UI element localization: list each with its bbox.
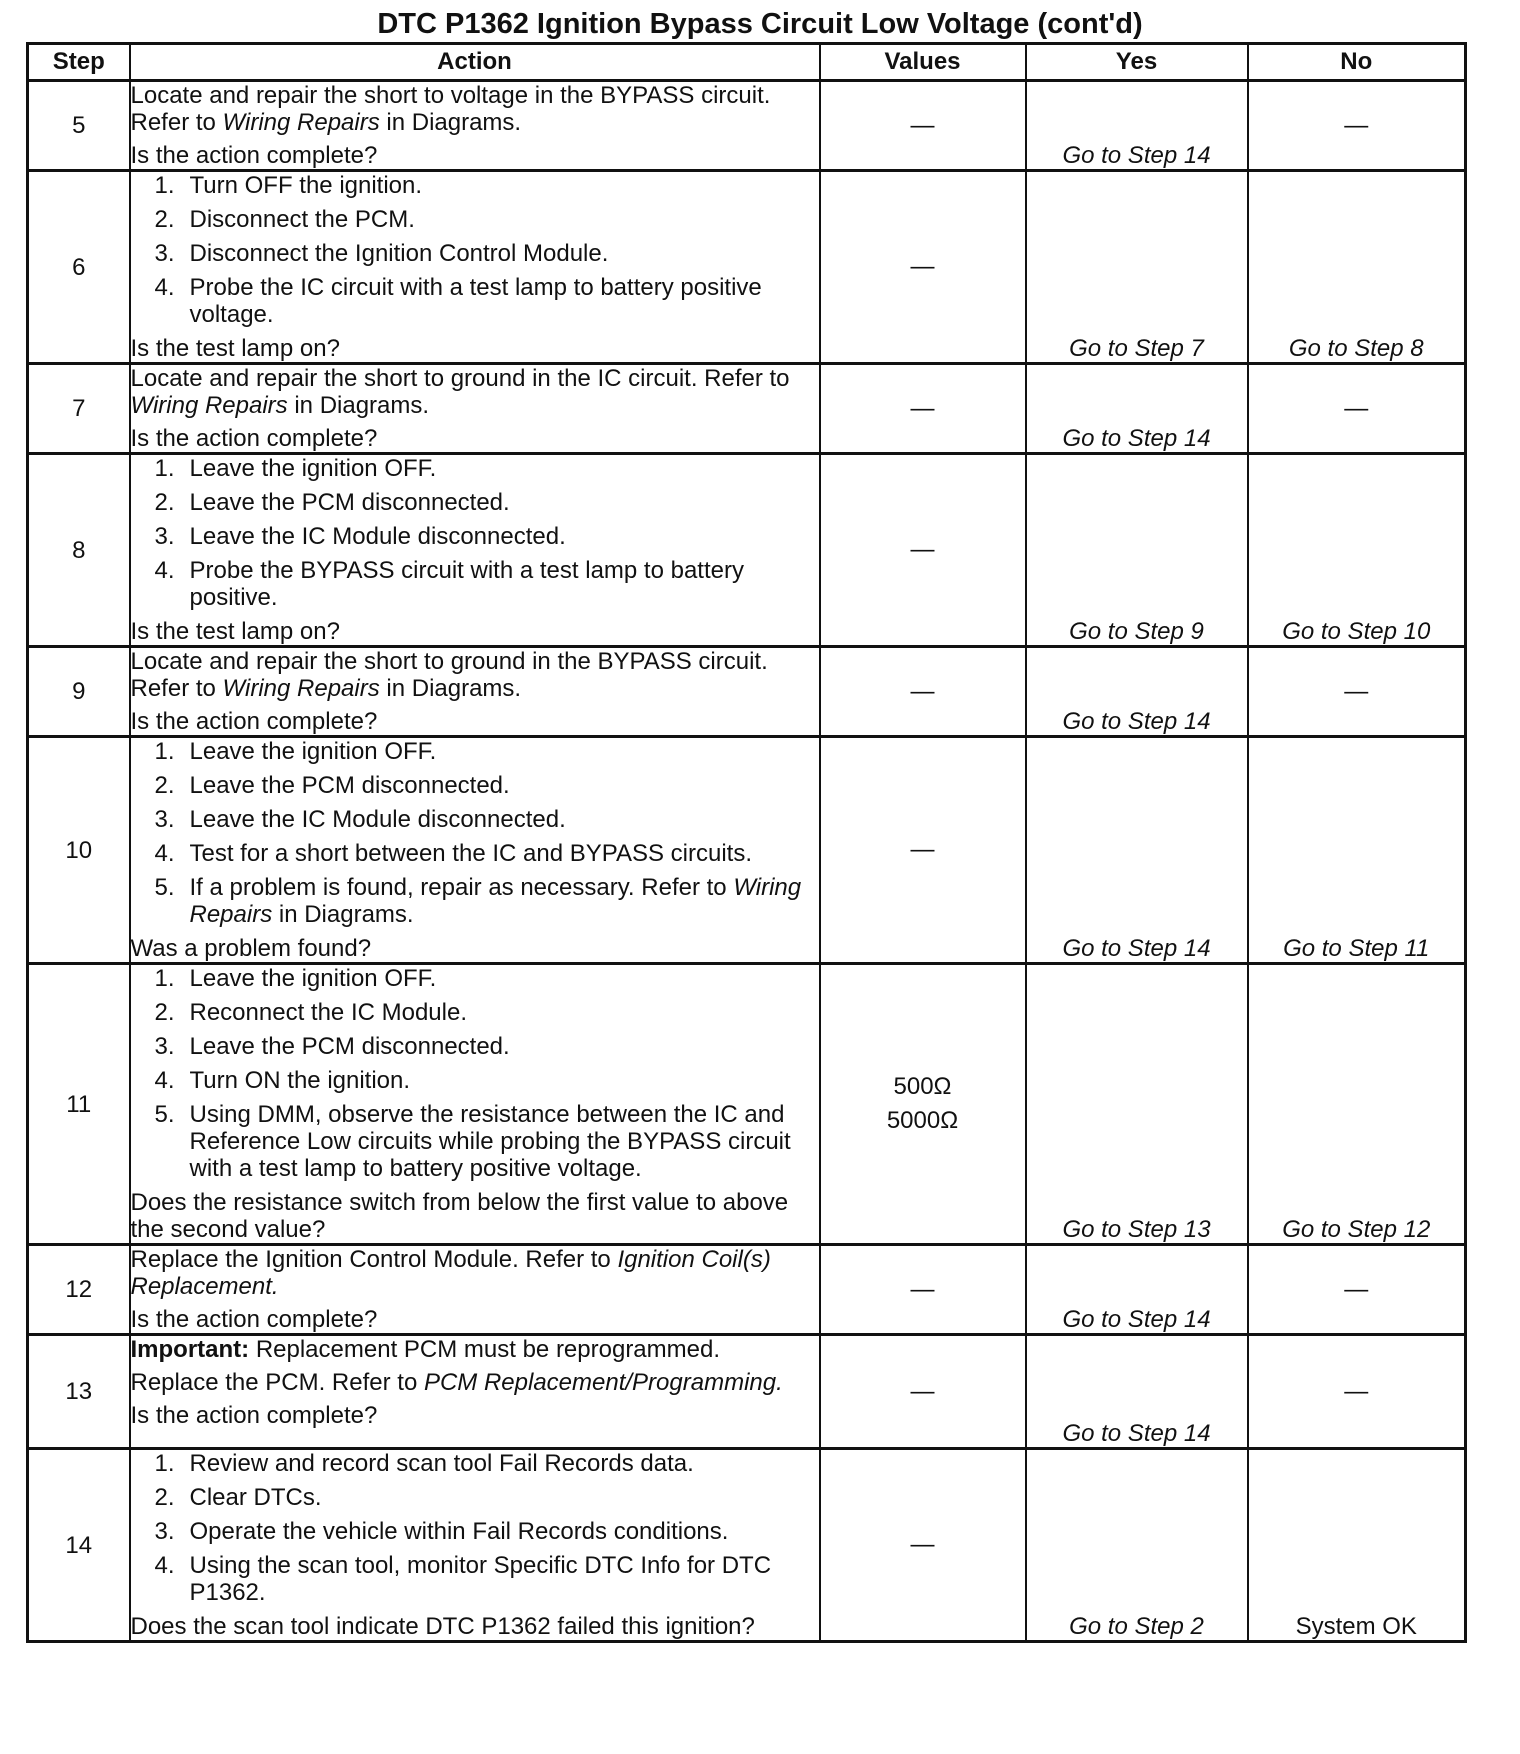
values-cell bbox=[820, 647, 1026, 737]
no-cell: — bbox=[1248, 364, 1466, 454]
no-cell: — bbox=[1248, 1335, 1466, 1449]
action-steps-list bbox=[131, 172, 819, 328]
text-segment: Locate and repair the short to voltage in the BYPASS circuit. Refer to bbox=[130, 82, 771, 136]
yes-cell: Go to Step 14 bbox=[1026, 647, 1248, 737]
no-cell: — bbox=[1248, 647, 1466, 737]
resistance-value: 5000Ω bbox=[886, 1107, 959, 1134]
yes-cell: Go to Step 14 bbox=[1026, 364, 1248, 454]
values-cell bbox=[820, 964, 1026, 1245]
step-number: 13 bbox=[28, 1335, 130, 1449]
action-step-number: 5. bbox=[154, 874, 175, 901]
yes-cell: Go to Step 14 bbox=[1026, 81, 1248, 171]
table-row bbox=[28, 364, 1466, 454]
action-step-number: 2. bbox=[154, 772, 175, 799]
header-values: Values bbox=[820, 44, 1026, 81]
header-action: Action bbox=[130, 44, 820, 81]
action-step-item bbox=[131, 1450, 819, 1477]
dash-value: — bbox=[910, 1275, 935, 1303]
action-step-item bbox=[131, 274, 819, 328]
text-segment: Replacement PCM must be reprogrammed. bbox=[249, 1336, 721, 1363]
action-step-item bbox=[131, 1518, 819, 1545]
text-segment: Wiring Repairs bbox=[130, 392, 288, 419]
action-cell bbox=[130, 364, 820, 454]
action-cell bbox=[130, 1245, 820, 1335]
action-step-number: 2. bbox=[154, 999, 175, 1026]
step-number: 9 bbox=[28, 647, 130, 737]
action-step-number: 3. bbox=[154, 523, 175, 550]
text-segment: Ignition Coil(s) Replacement. bbox=[130, 1246, 771, 1300]
table-header-row bbox=[28, 44, 1466, 81]
action-step-number: 3. bbox=[154, 1518, 175, 1545]
table-row bbox=[28, 737, 1466, 964]
action-question: Does the resistance switch from below the first value to above the second value? bbox=[130, 1189, 789, 1243]
text-segment: Probe the IC circuit with a test lamp to battery positive voltage. bbox=[189, 274, 762, 328]
table-row bbox=[28, 1335, 1466, 1449]
action-step-item bbox=[131, 874, 819, 928]
text-segment: Disconnect the PCM. bbox=[189, 206, 415, 233]
text-segment: Leave the IC Module disconnected. bbox=[189, 806, 566, 833]
action-question: Was a problem found? bbox=[130, 935, 372, 962]
text-segment: Leave the IC Module disconnected. bbox=[189, 523, 566, 550]
text-segment: Turn ON the ignition. bbox=[189, 1067, 411, 1094]
yes-cell: Go to Step 14 bbox=[1026, 737, 1248, 964]
action-step-number: 4. bbox=[154, 1552, 175, 1579]
action-cell bbox=[130, 647, 820, 737]
action-question: Is the action complete? bbox=[130, 1306, 378, 1333]
action-cell bbox=[130, 964, 820, 1245]
action-steps-list bbox=[131, 1450, 819, 1606]
no-cell: Go to Step 8 bbox=[1248, 171, 1466, 364]
values-cell bbox=[820, 364, 1026, 454]
values-cell bbox=[820, 1245, 1026, 1335]
dash-value: — bbox=[910, 677, 935, 705]
action-step-number: 3. bbox=[154, 1033, 175, 1060]
yes-cell: Go to Step 2 bbox=[1026, 1449, 1248, 1642]
table-row bbox=[28, 647, 1466, 737]
action-question: Does the scan tool indicate DTC P1362 failed this ignition? bbox=[130, 1613, 755, 1640]
action-step-number: 1. bbox=[154, 172, 175, 199]
action-step-number: 4. bbox=[154, 274, 175, 301]
yes-cell: Go to Step 9 bbox=[1026, 454, 1248, 647]
action-step-item bbox=[131, 840, 819, 867]
text-segment: Locate and repair the short to ground in the BYPASS circuit. Refer to bbox=[130, 648, 768, 702]
resistance-value: 500Ω bbox=[893, 1073, 952, 1100]
action-step-item bbox=[131, 557, 819, 611]
action-question: Is the test lamp on? bbox=[130, 618, 340, 645]
text-segment: Probe the BYPASS circuit with a test lamp to battery positive. bbox=[189, 557, 744, 611]
action-step-item bbox=[131, 489, 819, 516]
text-segment: Wiring Repairs bbox=[222, 109, 380, 136]
dash-value: — bbox=[910, 1531, 935, 1558]
yes-cell: Go to Step 14 bbox=[1026, 1245, 1248, 1335]
page-title: DTC P1362 Ignition Bypass Circuit Low Voltage (cont'd) bbox=[377, 8, 1143, 40]
action-step-item bbox=[131, 999, 819, 1026]
header-yes: Yes bbox=[1026, 44, 1248, 81]
table-row bbox=[28, 964, 1466, 1245]
action-cell bbox=[130, 81, 820, 171]
action-cell bbox=[130, 1335, 820, 1449]
no-cell: System OK bbox=[1248, 1449, 1466, 1642]
action-paragraph bbox=[131, 1369, 819, 1396]
text-segment: Using the scan tool, monitor Specific DTC Info for DTC P1362. bbox=[189, 1552, 772, 1606]
action-paragraph bbox=[131, 365, 819, 419]
step-number: 14 bbox=[28, 1449, 130, 1642]
action-question: Is the action complete? bbox=[130, 1402, 378, 1429]
values-cell bbox=[820, 1335, 1026, 1449]
action-step-item bbox=[131, 965, 819, 992]
action-step-number: 2. bbox=[154, 206, 175, 233]
text-segment: Test for a short between the IC and BYPASS circuits. bbox=[189, 840, 752, 867]
dash-value: — bbox=[910, 253, 935, 280]
text-segment: Disconnect the Ignition Control Module. bbox=[189, 240, 609, 267]
action-question: Is the action complete? bbox=[130, 425, 378, 452]
action-step-item bbox=[131, 240, 819, 267]
text-segment: Review and record scan tool Fail Records data. bbox=[189, 1450, 694, 1477]
text-segment: in Diagrams. bbox=[379, 675, 522, 702]
table-row bbox=[28, 1245, 1466, 1335]
action-step-item bbox=[131, 206, 819, 233]
action-step-item bbox=[131, 1552, 819, 1606]
text-segment: Leave the ignition OFF. bbox=[189, 738, 437, 765]
text-segment: Reconnect the IC Module. bbox=[189, 999, 467, 1026]
action-step-number: 1. bbox=[154, 1450, 175, 1477]
values-cell bbox=[820, 454, 1026, 647]
text-segment: Using DMM, observe the resistance between the IC and Reference Low circuits while probing the BYPASS circuit with a test lamp to battery positive voltage. bbox=[189, 1101, 791, 1182]
dash-value: — bbox=[910, 836, 935, 863]
step-number: 6 bbox=[28, 171, 130, 364]
text-segment: PCM Replacement/Programming. bbox=[423, 1369, 783, 1396]
text-segment: Leave the PCM disconnected. bbox=[189, 772, 510, 799]
action-step-item bbox=[131, 738, 819, 765]
no-cell: Go to Step 10 bbox=[1248, 454, 1466, 647]
table-row bbox=[28, 1449, 1466, 1642]
action-question: Is the action complete? bbox=[130, 708, 378, 735]
action-cell bbox=[130, 171, 820, 364]
action-question: Is the action complete? bbox=[130, 142, 378, 169]
step-number: 7 bbox=[28, 364, 130, 454]
text-segment: in Diagrams. bbox=[287, 392, 430, 419]
text-segment: in Diagrams. bbox=[272, 901, 414, 928]
action-step-number: 5. bbox=[154, 1101, 175, 1128]
action-step-number: 3. bbox=[154, 806, 175, 833]
table-body bbox=[28, 81, 1466, 1642]
action-question: Is the test lamp on? bbox=[130, 335, 340, 362]
step-number: 5 bbox=[28, 81, 130, 171]
action-step-number: 2. bbox=[154, 489, 175, 516]
action-paragraph bbox=[131, 82, 819, 136]
text-segment: Wiring Repairs bbox=[189, 874, 802, 928]
values-cell bbox=[820, 81, 1026, 171]
no-cell: Go to Step 11 bbox=[1248, 737, 1466, 964]
step-number: 8 bbox=[28, 454, 130, 647]
action-step-number: 4. bbox=[154, 840, 175, 867]
action-steps-list bbox=[131, 965, 819, 1182]
no-cell: Go to Step 12 bbox=[1248, 964, 1466, 1245]
text-segment: Operate the vehicle within Fail Records conditions. bbox=[189, 1518, 729, 1545]
text-segment: Leave the PCM disconnected. bbox=[189, 1033, 510, 1060]
action-step-item bbox=[131, 806, 819, 833]
text-segment: in Diagrams. bbox=[379, 109, 522, 136]
action-step-item bbox=[131, 523, 819, 550]
diagnostic-table bbox=[26, 42, 1467, 1643]
values-cell bbox=[820, 171, 1026, 364]
dash-value: — bbox=[910, 1377, 935, 1405]
action-step-item bbox=[131, 1033, 819, 1060]
values-cell bbox=[820, 737, 1026, 964]
action-step-item bbox=[131, 772, 819, 799]
action-steps-list bbox=[131, 738, 819, 928]
action-step-number: 1. bbox=[154, 455, 175, 482]
action-cell bbox=[130, 454, 820, 647]
text-segment: Locate and repair the short to ground in the IC circuit. Refer to bbox=[130, 365, 790, 392]
text-segment: Leave the ignition OFF. bbox=[189, 455, 437, 482]
table-row bbox=[28, 81, 1466, 171]
action-step-item bbox=[131, 455, 819, 482]
header-no: No bbox=[1248, 44, 1466, 81]
yes-cell: Go to Step 13 bbox=[1026, 964, 1248, 1245]
text-segment: Important: bbox=[130, 1336, 250, 1363]
text-segment: Replace the Ignition Control Module. Refer to bbox=[130, 1246, 618, 1273]
step-number: 12 bbox=[28, 1245, 130, 1335]
no-cell: — bbox=[1248, 1245, 1466, 1335]
text-segment: Wiring Repairs bbox=[222, 675, 380, 702]
action-step-item bbox=[131, 1101, 819, 1182]
action-step-item bbox=[131, 1484, 819, 1511]
action-step-number: 4. bbox=[154, 1067, 175, 1094]
text-segment: Leave the ignition OFF. bbox=[189, 965, 437, 992]
values-cell bbox=[820, 1449, 1026, 1642]
action-paragraph bbox=[131, 1246, 819, 1300]
action-step-number: 2. bbox=[154, 1484, 175, 1511]
action-steps-list bbox=[131, 455, 819, 611]
action-step-item bbox=[131, 1067, 819, 1094]
dash-value: — bbox=[910, 111, 935, 139]
action-cell bbox=[130, 1449, 820, 1642]
step-number: 10 bbox=[28, 737, 130, 964]
action-step-number: 3. bbox=[154, 240, 175, 267]
table-row bbox=[28, 171, 1466, 364]
action-step-item bbox=[131, 172, 819, 199]
action-step-number: 1. bbox=[154, 738, 175, 765]
action-step-number: 4. bbox=[154, 557, 175, 584]
yes-cell: Go to Step 7 bbox=[1026, 171, 1248, 364]
yes-cell: Go to Step 14 bbox=[1026, 1335, 1248, 1449]
action-step-number: 1. bbox=[154, 965, 175, 992]
step-number: 11 bbox=[28, 964, 130, 1245]
text-segment: Leave the PCM disconnected. bbox=[189, 489, 510, 516]
text-segment: Turn OFF the ignition. bbox=[189, 172, 423, 199]
text-segment: If a problem is found, repair as necessary. Refer to bbox=[189, 874, 734, 901]
header-step: Step bbox=[28, 44, 130, 81]
action-paragraph bbox=[131, 648, 819, 702]
dash-value: — bbox=[910, 394, 935, 422]
action-cell bbox=[130, 737, 820, 964]
dash-value: — bbox=[910, 536, 935, 563]
table-row bbox=[28, 454, 1466, 647]
action-paragraph bbox=[131, 1336, 819, 1363]
text-segment: Clear DTCs. bbox=[189, 1484, 322, 1511]
text-segment: Replace the PCM. Refer to bbox=[130, 1369, 424, 1396]
no-cell: — bbox=[1248, 81, 1466, 171]
